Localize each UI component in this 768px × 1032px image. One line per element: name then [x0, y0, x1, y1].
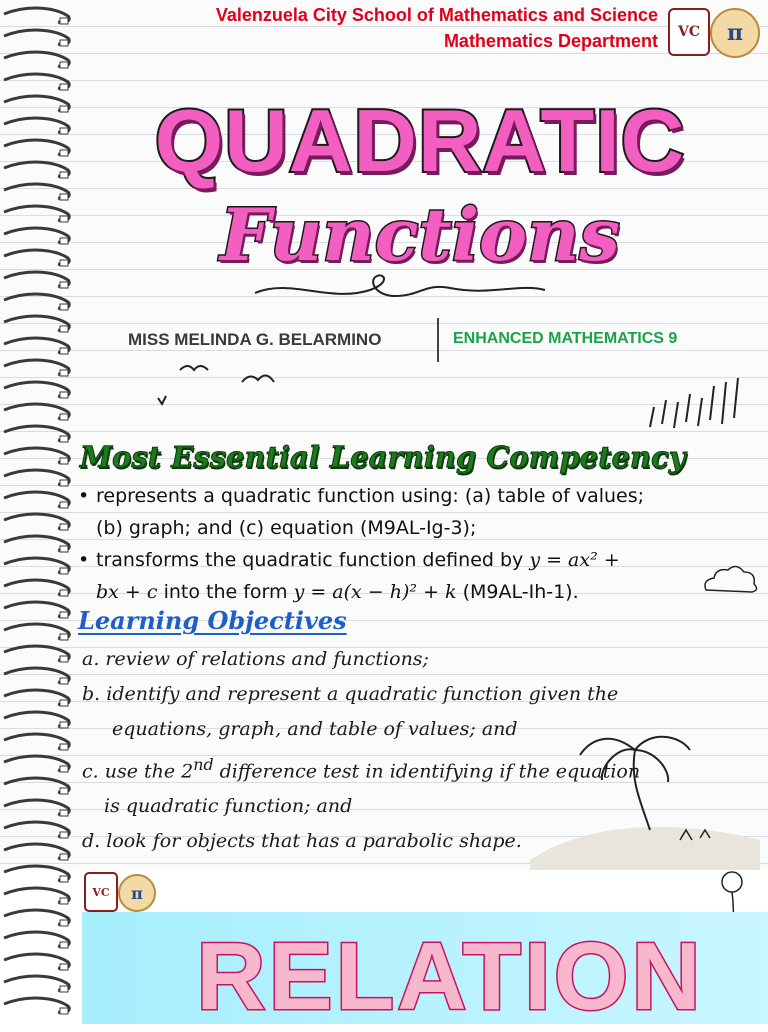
spiral-ring-icon	[4, 30, 69, 46]
objective-b: b. identify and represent a quadratic function given the	[82, 683, 619, 705]
spiral-ring-icon	[4, 954, 69, 970]
objective-d: d. look for objects that has a parabolic shape.	[82, 830, 522, 853]
school-logo-text: VC	[92, 885, 110, 899]
school-logo-text: VC	[677, 24, 700, 40]
spiral-ring-icon	[4, 866, 69, 882]
spiral-ring-icon	[4, 228, 69, 244]
spiral-ring-icon	[4, 316, 69, 332]
spiral-ring-icon	[4, 8, 69, 24]
melc-item-2-equation: y = ax² +	[529, 549, 620, 571]
spiral-ring-icon	[4, 184, 69, 200]
spiral-ring-icon	[4, 338, 69, 354]
objective-c-text-cont: difference test in identifying if the equation	[213, 760, 641, 783]
spiral-ring-icon	[4, 932, 69, 948]
spiral-ring-icon	[4, 668, 69, 684]
spiral-ring-icon	[4, 96, 69, 112]
objectives-heading: Learning Objectives	[78, 606, 347, 635]
spiral-ring-icon	[4, 844, 69, 860]
melc-item-2-text: transforms the quadratic function defined by	[96, 549, 530, 571]
spiral-ring-icon	[4, 580, 69, 596]
spiral-ring-icon	[4, 756, 69, 772]
melc-item-2-equation-cont: bx + c	[96, 581, 158, 603]
teacher-name: MISS MELINDA G. BELARMINO	[128, 330, 382, 349]
spiral-ring-icon	[4, 690, 69, 706]
spiral-ring-icon	[4, 602, 69, 618]
byline-divider	[437, 318, 439, 362]
spiral-ring-icon	[4, 360, 69, 376]
school-logo-icon	[84, 872, 118, 912]
spiral-ring-icon	[4, 778, 69, 794]
swirl-divider-icon	[250, 268, 550, 308]
bird-doodle-icon	[150, 350, 290, 410]
objectives-list	[82, 642, 762, 859]
spiral-ring-icon	[4, 52, 69, 68]
spiral-ring-icon	[4, 294, 69, 310]
pi-logo-text: π	[131, 883, 143, 903]
objective-c-text: c. use the 2	[82, 760, 194, 783]
spiral-ring-icon	[4, 448, 69, 464]
melc-item-2-code: (M9AL-Ih-1).	[456, 581, 579, 603]
spiral-ring-icon	[4, 624, 69, 640]
school-name: Valenzuela City School of Mathematics and Science	[215, 5, 658, 25]
spiral-ring-icon	[4, 492, 69, 508]
objective-a: a. review of relations and functions;	[82, 648, 429, 670]
spiral-ring-icon	[4, 800, 69, 816]
melc-heading: Most Essential Learning Competency	[80, 440, 686, 474]
spiral-ring-icon	[4, 822, 69, 838]
spiral-ring-icon	[4, 558, 69, 574]
school-header	[216, 2, 658, 54]
spiral-ring-icon	[4, 404, 69, 420]
pi-logo-icon	[710, 8, 760, 58]
melc-item-1-line-2: (b) graph; and (c) equation (M9AL-Ig-3);	[96, 517, 477, 539]
relation-title: RELATION	[196, 923, 704, 1030]
spiral-ring-icon	[4, 250, 69, 266]
department-name: Mathematics Department	[443, 31, 658, 51]
objective-c-superscript: nd	[193, 755, 214, 774]
title-quadratic: QUADRATIC	[154, 91, 686, 190]
spiral-ring-icon	[4, 118, 69, 134]
spiral-ring-icon	[4, 910, 69, 926]
spiral-ring-icon	[4, 206, 69, 222]
objective-c-cont: is quadratic function; and	[104, 795, 353, 818]
spiral-ring-icon	[4, 74, 69, 90]
spiral-ring-icon	[4, 888, 69, 904]
spiral-ring-icon	[4, 140, 69, 156]
school-logo-icon	[668, 8, 710, 56]
spiral-ring-icon	[4, 998, 69, 1014]
spiral-ring-icon	[4, 272, 69, 288]
pi-logo-text: π	[726, 20, 744, 46]
melc-item-2-text-cont: into the form	[157, 581, 294, 603]
subject-name: ENHANCED MATHEMATICS 9	[453, 330, 678, 347]
melc-item-1-line-1: represents a quadratic function using: (a) table of values;	[96, 485, 645, 507]
spiral-ring-icon	[4, 514, 69, 530]
spiral-ring-icon	[4, 712, 69, 728]
spiral-ring-icon	[4, 470, 69, 486]
title-functions: Functions	[220, 192, 620, 277]
spiral-ring-icon	[4, 646, 69, 662]
spiral-ring-icon	[4, 536, 69, 552]
spiral-binding-icon	[0, 0, 80, 1024]
melc-item-2-vertex-form: y = a(x − h)² + k	[293, 581, 457, 603]
melc-item	[76, 544, 756, 608]
pi-logo-icon	[118, 874, 156, 912]
spiral-ring-icon	[4, 976, 69, 992]
spiral-ring-icon	[4, 426, 69, 442]
objective-b-cont: equations, graph, and table of values; and	[112, 718, 518, 740]
spiral-ring-icon	[4, 734, 69, 750]
rain-doodle-icon	[640, 372, 750, 432]
spiral-ring-icon	[4, 382, 69, 398]
melc-item	[76, 480, 756, 544]
spiral-ring-icon	[4, 162, 69, 178]
objective-c	[82, 747, 762, 789]
melc-list	[76, 480, 756, 608]
